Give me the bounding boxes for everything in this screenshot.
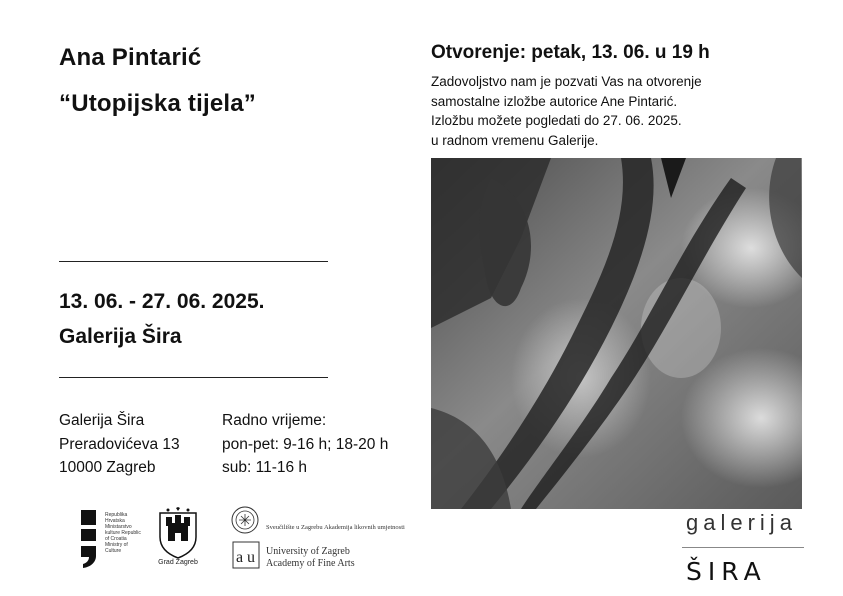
address-block — [59, 409, 180, 480]
opening-hours-block — [222, 409, 388, 480]
venue-name: Galerija Šira — [59, 325, 182, 348]
university-text-en — [266, 546, 355, 570]
artist-name: Ana Pintarić — [59, 44, 202, 71]
university-text-hr: Sveučilište u Zagrebu Akademija likovnih umjetnosti — [266, 524, 405, 531]
brand-wordmark-top: galerija — [686, 510, 797, 535]
opening-headline: Otvorenje: petak, 13. 06. u 19 h — [431, 42, 710, 63]
address-line: 10000 Zagreb — [59, 459, 156, 476]
academy-name-line: Academy of Fine Arts — [266, 558, 355, 569]
hours-line: pon-pet: 9-16 h; 18-20 h — [222, 435, 389, 453]
university-logo — [230, 506, 405, 570]
invitation-line: Izložbu možete pogledati do 27. 06. 2025. — [431, 113, 682, 128]
brand-wordmark-bottom: ŠIRA — [686, 557, 767, 586]
university-seal-icon — [230, 506, 262, 570]
invitation-text — [431, 72, 801, 150]
svg-text:a: a — [236, 549, 244, 566]
hours-line: Radno vrijeme: — [222, 412, 327, 429]
svg-text:u: u — [247, 549, 255, 566]
zagreb-crest-icon — [154, 507, 202, 559]
invitation-line: u radnom vremenu Galerije. — [431, 132, 599, 148]
divider-top — [59, 261, 328, 262]
brand-divider — [682, 547, 804, 548]
exhibition-title: “Utopijska tijela” — [59, 90, 256, 117]
ministry-logo-text: Republika Hrvatska Ministarstvo kulture Republic of Croatia Ministry of Culture — [105, 512, 141, 554]
exhibition-dates: 13. 06. - 27. 06. 2025. — [59, 290, 265, 313]
city-of-zagreb-logo — [154, 507, 202, 569]
ministry-mark-icon — [79, 510, 97, 568]
invitation-line: samostalne izložbe autorice Ane Pintarić. — [431, 93, 678, 109]
artwork-image — [431, 158, 802, 509]
address-line: Preradovićeva 13 — [59, 435, 180, 453]
city-logo-text: Grad Zagreb — [158, 559, 198, 566]
hours-line: sub: 11-16 h — [222, 459, 308, 476]
university-name-line: University of Zagreb — [266, 546, 350, 557]
address-line: Galerija Šira — [59, 412, 145, 429]
ministry-of-culture-logo — [79, 510, 149, 570]
divider-bottom — [59, 377, 328, 378]
invitation-line: Zadovoljstvo nam je pozvati Vas na otvorenje — [431, 74, 702, 89]
